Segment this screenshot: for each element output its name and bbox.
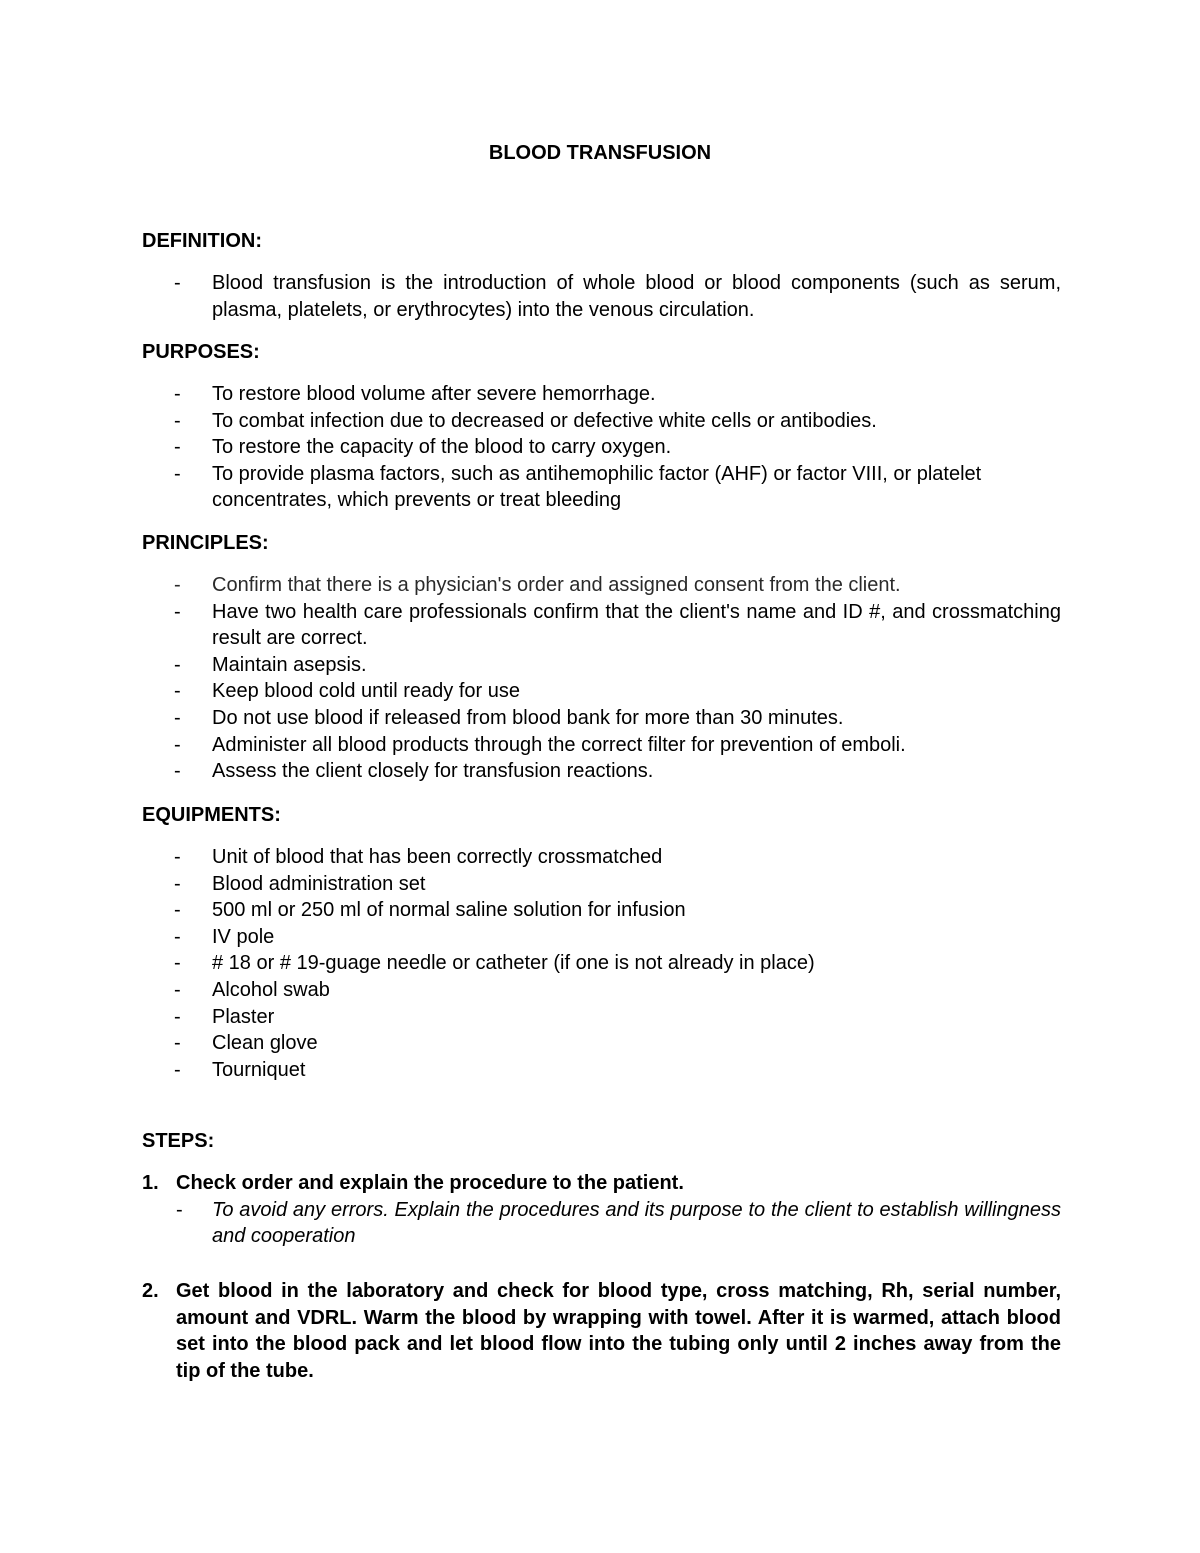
bullet-dash: - bbox=[174, 574, 181, 596]
bullet-dash: - bbox=[174, 383, 181, 405]
list-item: - Plaster bbox=[142, 1004, 1061, 1031]
bullet-dash: - bbox=[174, 760, 181, 783]
definition-heading: DEFINITION: bbox=[142, 230, 262, 252]
step-number: 2. bbox=[142, 1280, 159, 1302]
list-item: - Clean glove bbox=[142, 1030, 1061, 1057]
bullet-dash: - bbox=[174, 978, 181, 1001]
step-item bbox=[142, 1170, 1061, 1250]
purposes-heading: PURPOSES: bbox=[142, 341, 260, 363]
list-item: - 500 ml or 250 ml of normal saline solution for infusion bbox=[142, 897, 1061, 924]
list-item: - To restore blood volume after severe hemorrhage. bbox=[142, 381, 1061, 408]
list-item: - To provide plasma factors, such as antihemophilic factor (AHF) or factor VIII, or platelet concentrates, which prevents or treat bleeding bbox=[174, 462, 982, 512]
list-item: - Administer all blood products through the correct filter for prevention of emboli. bbox=[142, 732, 1061, 759]
bullet-dash: - bbox=[174, 680, 181, 703]
document-title: BLOOD TRANSFUSION bbox=[488, 142, 712, 164]
steps-heading: STEPS: bbox=[142, 1130, 215, 1152]
principles-list bbox=[142, 572, 1061, 785]
list-item: - Alcohol swab bbox=[142, 977, 1061, 1004]
list-item: - Maintain asepsis. bbox=[142, 652, 1061, 679]
list-item: - Tourniquet bbox=[142, 1057, 1061, 1084]
list-item: - # 18 or # 19-guage needle or catheter (if one is not already in place) bbox=[142, 950, 1061, 977]
equipments-heading: EQUIPMENTS: bbox=[142, 804, 281, 826]
equipments-list bbox=[142, 844, 1061, 1083]
definition-list bbox=[142, 270, 1061, 323]
steps-list-continued bbox=[142, 1278, 1061, 1384]
bullet-dash: - bbox=[174, 272, 181, 294]
step-title: Check order and explain the procedure to the patient. bbox=[176, 1172, 684, 1194]
definition-item: - Blood transfusion is the introduction of whole blood or blood components (such as serum, plasma, platelets, or erythrocytes) into the venous circulation. bbox=[174, 272, 1061, 321]
step-number: 1. bbox=[142, 1172, 159, 1194]
bullet-dash: - bbox=[174, 846, 181, 868]
principles-heading: PRINCIPLES: bbox=[142, 532, 269, 554]
bullet-dash: - bbox=[174, 872, 181, 895]
list-item: - To restore the capacity of the blood to carry oxygen. bbox=[142, 434, 1061, 461]
bullet-dash: - bbox=[174, 462, 181, 485]
list-item: - IV pole bbox=[142, 924, 1061, 951]
list-item: - Confirm that there is a physician's order and assigned consent from the client. bbox=[142, 572, 1061, 599]
bullet-dash: - bbox=[174, 1005, 181, 1028]
list-item: - Unit of blood that has been correctly crossmatched bbox=[142, 844, 1061, 871]
bullet-dash: - bbox=[174, 899, 181, 922]
bullet-dash: - bbox=[174, 436, 181, 459]
bullet-dash: - bbox=[174, 653, 181, 676]
bullet-dash: - bbox=[174, 1032, 181, 1055]
bullet-dash: - bbox=[176, 1198, 183, 1221]
bullet-dash: - bbox=[174, 600, 181, 623]
step-item bbox=[142, 1278, 1061, 1384]
bullet-dash: - bbox=[174, 1058, 181, 1081]
list-item: - To combat infection due to decreased or defective white cells or antibodies. bbox=[142, 408, 1061, 435]
list-item: - Blood administration set bbox=[142, 871, 1061, 898]
step-note: - To avoid any errors. Explain the procedures and its purpose to the client to establish willingness and cooperation bbox=[176, 1198, 1061, 1248]
bullet-dash: - bbox=[174, 409, 181, 432]
step-title: Get blood in the laboratory and check for blood type, cross matching, Rh, serial number, amount and VDRL. Warm the blood by wrapping with towel. After it is warmed, attach blood set into the blood pack and let blood flow into the tubing only until 2 inches away from the tip of the tube. bbox=[176, 1280, 1061, 1382]
bullet-dash: - bbox=[174, 706, 181, 729]
bullet-dash: - bbox=[174, 925, 181, 948]
list-item: - Have two health care professionals confirm that the client's name and ID #, and crossmatching result are correct. bbox=[174, 600, 1061, 650]
purposes-list bbox=[142, 381, 1061, 514]
list-item: - Do not use blood if released from blood bank for more than 30 minutes. bbox=[142, 705, 1061, 732]
steps-list bbox=[142, 1170, 1061, 1250]
bullet-dash: - bbox=[174, 733, 181, 756]
list-item: - Assess the client closely for transfusion reactions. bbox=[142, 758, 1061, 785]
list-item: - Keep blood cold until ready for use bbox=[142, 678, 1061, 705]
bullet-dash: - bbox=[174, 952, 181, 975]
